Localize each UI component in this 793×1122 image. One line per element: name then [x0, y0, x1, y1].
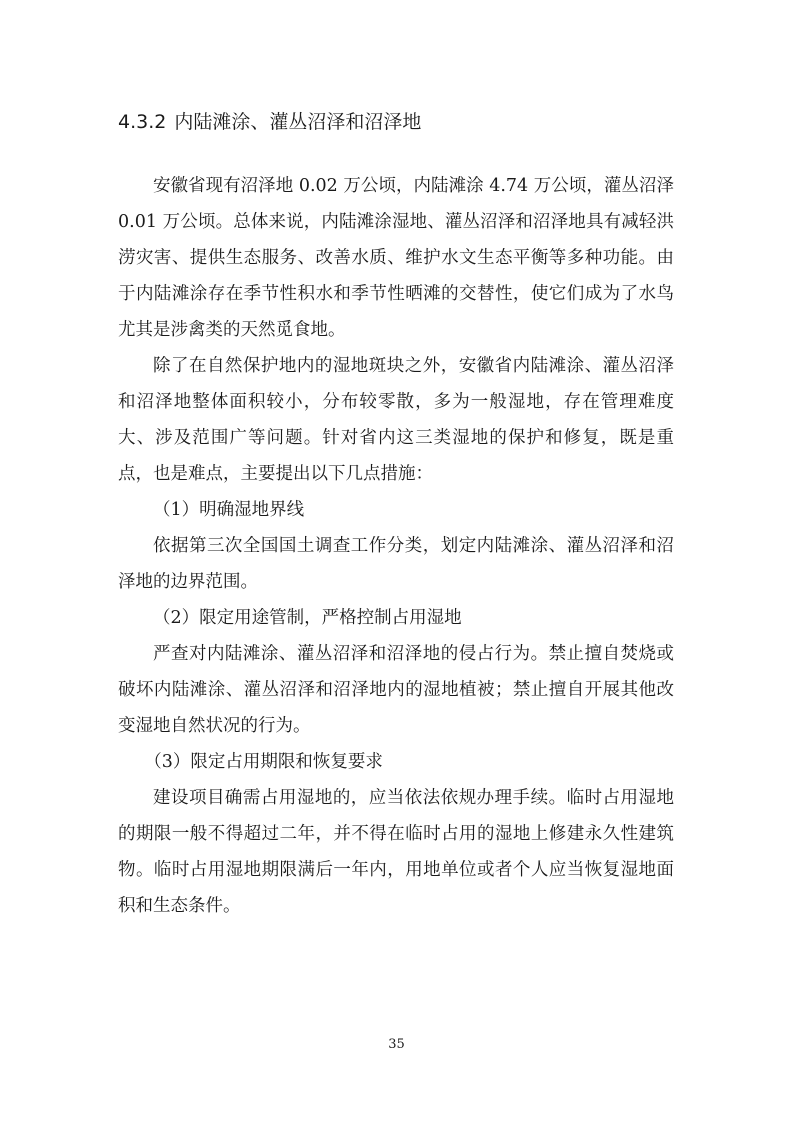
list-item-heading: （2）限定用途管制，严格控制占用湿地 [153, 608, 462, 628]
paragraph: 建设项目确需占用湿地的，应当依法依规办理手续。临时占用湿地的期限一般不得超过二年，并不得在临时占用的湿地上修建永久性建筑物。临时占用湿地期限满后一年内，用地单位或者个人应当恢复湿地面积和生态条件。 [118, 788, 674, 916]
section-heading [118, 108, 421, 136]
paragraph: 安徽省现有沼泽地 0.02 万公顷，内陆滩涂 4.74 万公顷，灌丛沼泽 0.01 万公顷。总体来说，内陆滩涂湿地、灌丛沼泽和沼泽地具有减轻洪涝灾害、提供生态服务、改善水质、维护水文生态平衡等多种功能。由于内陆滩涂存在季节性积水和季节性晒滩的交替性，使它们成为了水鸟尤其是涉禽类的天然觅食地。 [118, 176, 674, 340]
list-item-heading: （1）明确湿地界线 [153, 500, 305, 520]
section-title: 内陆滩涂、灌丛沼泽和沼泽地 [174, 111, 422, 133]
paragraph: 依据第三次全国国土调查工作分类，划定内陆滩涂、灌丛沼泽和沼泽地的边界范围。 [118, 536, 674, 592]
paragraph: 除了在自然保护地内的湿地斑块之外，安徽省内陆滩涂、灌丛沼泽和沼泽地整体面积较小，分布较零散，多为一般湿地，存在管理难度大、涉及范围广等问题。针对省内这三类湿地的保护和修复，既是重点，也是难点，主要提出以下几点措施： [118, 356, 674, 484]
section-number: 4.3.2 [118, 111, 167, 133]
page-number: 35 [388, 1037, 405, 1052]
paragraph: 严查对内陆滩涂、灌丛沼泽和沼泽地的侵占行为。禁止擅自焚烧或破坏内陆滩涂、灌丛沼泽和沼泽地内的湿地植被；禁止擅自开展其他改变湿地自然状况的行为。 [118, 644, 674, 736]
list-item-heading: （3）限定占用期限和恢复要求 [144, 752, 383, 772]
body-text [118, 168, 674, 924]
